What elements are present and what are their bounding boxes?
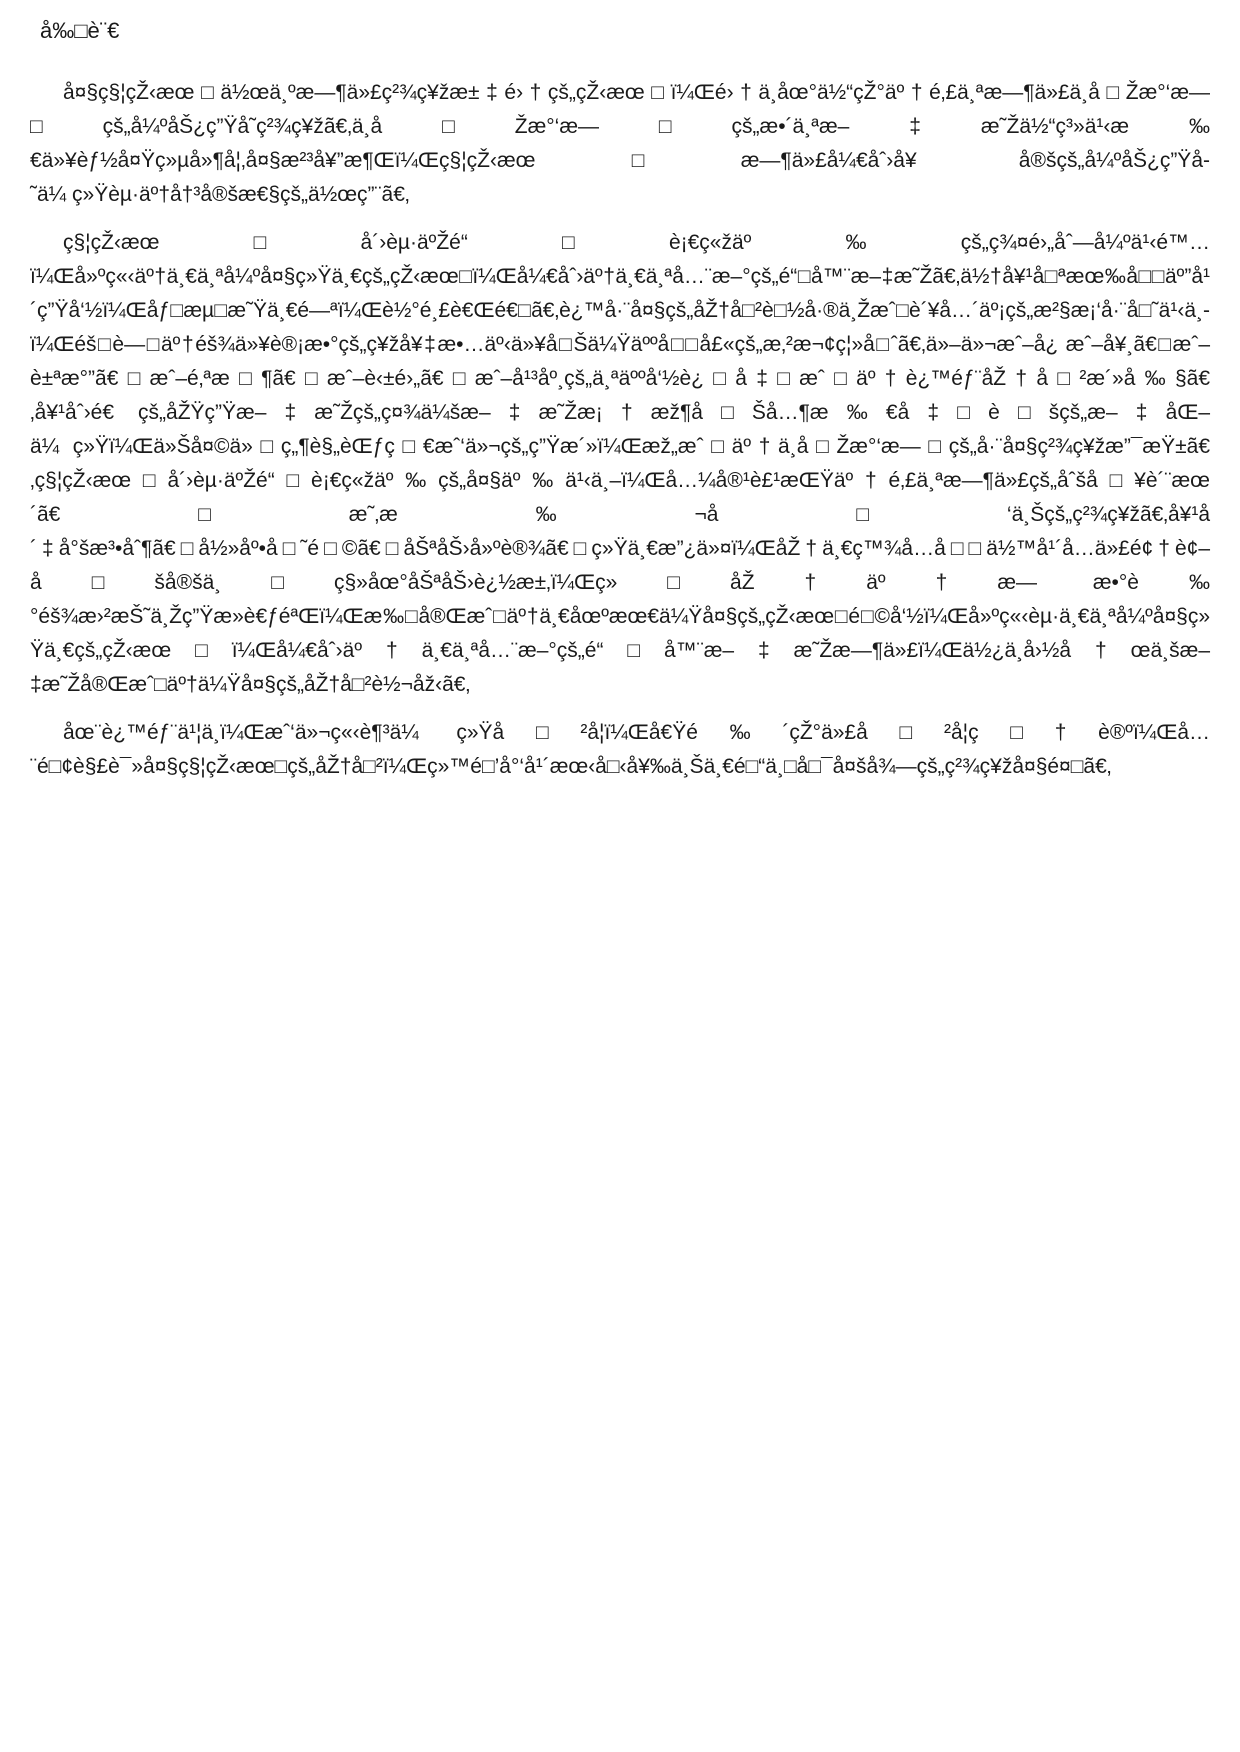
paragraph-3: åœ¨è¿™éƒ¨ä¹¦ä¸ï¼Œæˆ‘ä»¬ç«‹è¶³ä¼ ç»Ÿå□²å¦ï¼Œå€Ÿé‰´çŽ°ä»£å□²å¦ç□†è®ºï¼Œå…¨é□¢è§£è¯»å¤§ç§¦çŽ‹æœ□çš„åŽ†å□²ï¼Œç»™é□’å°‘å¹´æœ‹å□‹å¥‰ä¸Šä¸€é□“ä¸□å□¯å¤šå¾—çš„ç²¾ç¥žå¤§é¤□ã€‚ bbox=[30, 721, 1210, 778]
document-title: å‰□è¨€ bbox=[40, 18, 120, 43]
paragraph-1: å¤§ç§¦çŽ‹æœ□ä½œä¸ºæ—¶ä»£ç²¾ç¥žæ±‡é›†çš„çŽ‹æœ□ï¼Œé›†ä¸åœ°ä½“çŽ°äº†é‚£ä¸ªæ—¶ä»£ä¸å□Žæ°‘æ—□çš„å¼ºåŠ¿ç”Ÿå˜ç²¾ç¥žã€‚ä¸å□Žæ°‘æ—□çš„æ•´ä¸ªæ–‡æ˜Žä½“ç³»ä¹‹æ‰€ä»¥èƒ½å¤Ÿç»µå»¶å¦‚å¤§æ²³å¥”æ¶Œï¼Œç§¦çŽ‹æœ□æ—¶ä»£å¼€åˆ›å¥ å®šçš„å¼ºåŠ¿ç”Ÿå˜ä¼ ç»Ÿèµ·äº†å†³å®šæ€§çš„ä½œç”¨ã€‚ bbox=[30, 81, 1210, 206]
document-body bbox=[30, 76, 1210, 784]
paragraph-2: ç§¦çŽ‹æœ□å´›èµ·äºŽé“□è¡€ç«žäº‰çš„ç¾¤é›„åˆ—å¼ºä¹‹é™…ï¼Œå»ºç«‹äº†ä¸€ä¸ªå¼ºå¤§ç»Ÿä¸€çš„çŽ‹æœ□ï¼Œå¼€åˆ›äº†ä¸€ä¸ªå…¨æ–°çš„é“□å™¨æ–‡æ˜Žã€‚ä½†å¥¹å□ªæœ‰å□□äº”å¹´ç”Ÿå‘½ï¼Œåƒ□æµ□æ˜Ÿä¸€é—ªï¼Œè½°é¸£è€Œé€□ã€‚è¿™å·¨å¤§çš„åŽ†å□²è□½å·®ä¸Žæˆ□è´¥å…´äº¡çš„æ²§æ¡‘å·¨å□˜ä¹‹ä¸ï¼Œéš□è—□äº†éš¾ä»¥è®¡æ•°çš„ç¥žå¥‡æ•…äº‹ä»¥å□Šä¼Ÿäººå□□å£«çš„æ‚²æ¬¢ç¦»å□ˆã€‚ä»–ä»¬æˆ–å¿ æˆ–å¥¸ã€□æˆ–è±ªæ°”ã€□æˆ–é‚ªæ□¶ã€□æˆ–è‹±é›„ã€□æˆ–å¹³åº¸çš„ä¸ªäººå‘½è¿□å‡□æˆ□äº†è¿™éƒ¨åŽ†å□²æ´»å‰§ã€‚å¥¹åˆ›é€ çš„åŽŸç”Ÿæ–‡æ˜Žçš„ç¤¾ä¼šæ–‡æ˜Žæ¡†æž¶å□Šå…¶æ‰€å‡□è□šçš„æ–‡åŒ–ä¼ ç»Ÿï¼Œä»Šå¤©ä»□ç„¶è§„èŒƒç□€æˆ‘ä»¬çš„ç”Ÿæ´»ï¼Œæž„æˆ□äº†ä¸å□Žæ°‘æ—□çš„å·¨å¤§ç²¾ç¥žæ”¯æŸ±ã€‚ç§¦çŽ‹æœ□å´›èµ·äºŽé“□è¡€ç«žäº‰çš„å¤§äº‰ä¹‹ä¸–ï¼Œå…¼å®¹è£¹æŒŸäº†é‚£ä¸ªæ—¶ä»£çš„åˆšå□¥è´¨æœ´ã€□æ˜‚æ‰¬å□‘ä¸Šçš„ç²¾ç¥žã€‚å¥¹å´‡å°šæ³•åˆ¶ã€□å½»åº•å□˜é□©ã€□åŠªåŠ›å»ºè®¾ã€□ç»Ÿä¸€æ”¿ä»¤ï¼ŒåŽ†ä¸€ç™¾å…å□□ä½™å¹´å…ä»£é¢†è¢–å□šå®šä¸□ç§»åœ°åŠªåŠ›è¿½æ±‚ï¼Œç»□åŽ†äº†æ— æ•°è‰°éš¾æ›²æŠ˜ä¸Žç”Ÿæ»è€ƒéªŒï¼Œæ‰□å®Œæˆ□äº†ä¸€åœºæœ€ä¼Ÿå¤§çš„çŽ‹æœ□é□©å‘½ï¼Œå»ºç«‹èµ·ä¸€ä¸ªå¼ºå¤§ç»Ÿä¸€çš„çŽ‹æœ□ï¼Œå¼€åˆ›äº†ä¸€ä¸ªå…¨æ–°çš„é“□å™¨æ–‡æ˜Žæ—¶ä»£ï¼Œä½¿ä¸å›½å†œä¸šæ–‡æ˜Žå®Œæˆ□äº†ä¼Ÿå¤§çš„åŽ†å□²è½¬åž‹ã€‚ bbox=[30, 231, 1210, 696]
